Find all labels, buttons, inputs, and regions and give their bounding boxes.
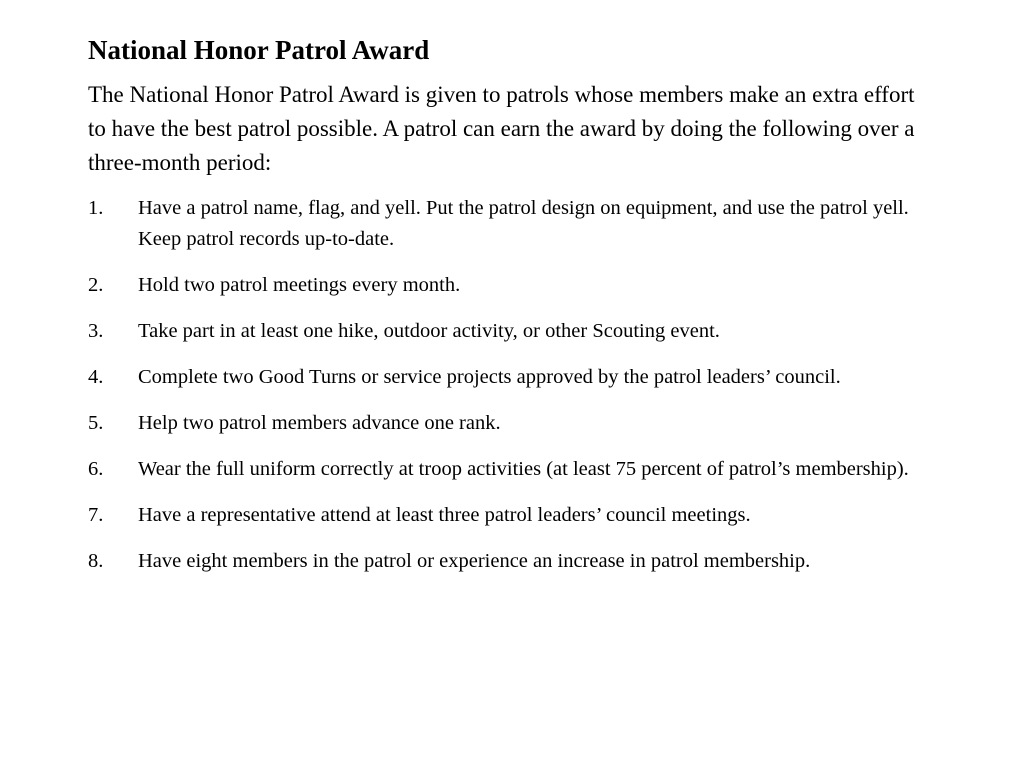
- requirement-number: 3.: [88, 320, 104, 342]
- requirement-text: Have a patrol name, flag, and yell. Put the patrol design on equipment, and use the patrol yell. Keep patrol records up-to-date.: [138, 197, 909, 250]
- requirement-item: [88, 193, 918, 255]
- intro-paragraph: The National Honor Patrol Award is given to patrols whose members make an extra effort to have the best patrol possible. A patrol can earn the award by doing the following over a three-month period:: [88, 82, 915, 175]
- requirement-number: 2.: [88, 274, 104, 296]
- requirement-item: [88, 316, 918, 347]
- requirement-item: [88, 362, 918, 393]
- requirement-text: Complete two Good Turns or service projects approved by the patrol leaders’ council.: [138, 366, 841, 388]
- requirement-text: Take part in at least one hike, outdoor activity, or other Scouting event.: [138, 320, 720, 342]
- requirement-text: Have a representative attend at least three patrol leaders’ council meetings.: [138, 504, 751, 526]
- requirement-item: [88, 454, 918, 485]
- requirement-number: 4.: [88, 366, 104, 388]
- requirement-number: 6.: [88, 458, 104, 480]
- page-title: National Honor Patrol Award: [88, 35, 430, 65]
- requirement-text: Have eight members in the patrol or experience an increase in patrol membership.: [138, 550, 811, 572]
- requirement-text: Wear the full uniform correctly at troop activities (at least 75 percent of patrol’s membership).: [138, 458, 909, 480]
- requirement-number: 8.: [88, 550, 104, 572]
- requirement-text: Hold two patrol meetings every month.: [138, 274, 461, 296]
- requirement-number: 5.: [88, 412, 104, 434]
- requirement-item: [88, 546, 918, 577]
- requirement-number: 7.: [88, 504, 104, 526]
- requirements-list: [88, 193, 918, 577]
- requirement-text: Help two patrol members advance one rank.: [138, 412, 501, 434]
- requirement-item: [88, 408, 918, 439]
- requirement-item: [88, 270, 918, 301]
- document-page: [88, 30, 918, 592]
- requirement-item: [88, 500, 918, 531]
- requirement-number: 1.: [88, 197, 104, 219]
